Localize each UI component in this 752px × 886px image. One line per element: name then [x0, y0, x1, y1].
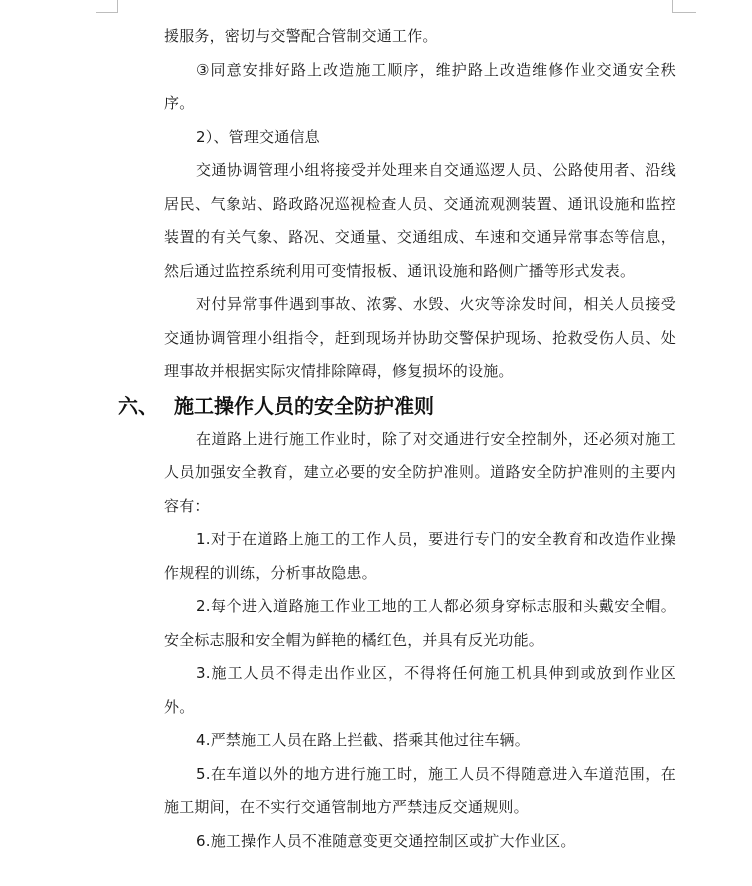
crop-mark-top-left-horizontal: [96, 12, 118, 13]
section-heading: [118, 389, 676, 423]
paragraph-subheading: 2）、管理交通信息: [196, 127, 320, 146]
crop-mark-top-right-horizontal: [672, 12, 696, 13]
paragraph-rule-5: 5.在车道以外的地方进行施工时，施工人员不得随意进入车道范围，在施工期间，在不实行交通管制地方严禁违反交通规则。: [164, 764, 676, 816]
crop-mark-top-left-vertical: [117, 0, 118, 12]
paragraph-rule-1: 1.对于在道路上施工的工作人员，要进行专门的安全教育和改造作业操作规程的训练，分析事故隐患。: [164, 530, 676, 582]
crop-mark-top-right-vertical: [672, 0, 673, 12]
section-heading-number: 六、: [118, 393, 158, 418]
paragraph-abnormal-events: 对付异常事件遇到事故、浓雾、水毁、火灾等涂发时间，相关人员接受交通协调管理小组指令，赶到现场并协助交警保护现场、抢救受伤人员、处理事故并根据实际灾情排除障碍，修复损坏的设施。: [164, 295, 676, 380]
paragraph-section-intro: 在道路上进行施工作业时，除了对交通进行安全控制外，还必须对施工人员加强安全教育，建立必要的安全防护准则。道路安全防护准则的主要内容有：: [164, 429, 676, 515]
paragraph-traffic-info: 交通协调管理小组将接受并处理来自交通巡逻人员、公路使用者、沿线居民、气象站、路政路况巡视检查人员、交通流观测装置、通讯设施和监控装置的有关气象、路况、交通量、交通组成、车速和交通异常事态等信息，然后通过监控系统利用可变情报板、通讯设施和路侧广播等形式发表。: [164, 161, 676, 280]
paragraph-item-3: ③同意安排好路上改造施工顺序，维护路上改造维修作业交通安全秩序。: [164, 60, 676, 112]
section-heading-title: 施工操作人员的安全防护准则: [174, 393, 434, 418]
document-body: [118, 20, 676, 858]
paragraph-rule-2: 2.每个进入道路施工作业工地的工人都必须身穿标志服和头戴安全帽。安全标志服和安全帽为鲜艳的橘红色，并具有反光功能。: [164, 597, 676, 649]
paragraph-rule-3: 3.施工人员不得走出作业区，不得将任何施工机具伸到或放到作业区外。: [164, 664, 676, 716]
paragraph-continuation: 援服务，密切与交警配合管制交通工作。: [164, 27, 438, 45]
paragraph-rule-6: 6.施工操作人员不准随意变更交通控制区或扩大作业区。: [196, 831, 576, 850]
paragraph-rule-4: 4.严禁施工人员在路上拦截、搭乘其他过往车辆。: [196, 731, 530, 749]
